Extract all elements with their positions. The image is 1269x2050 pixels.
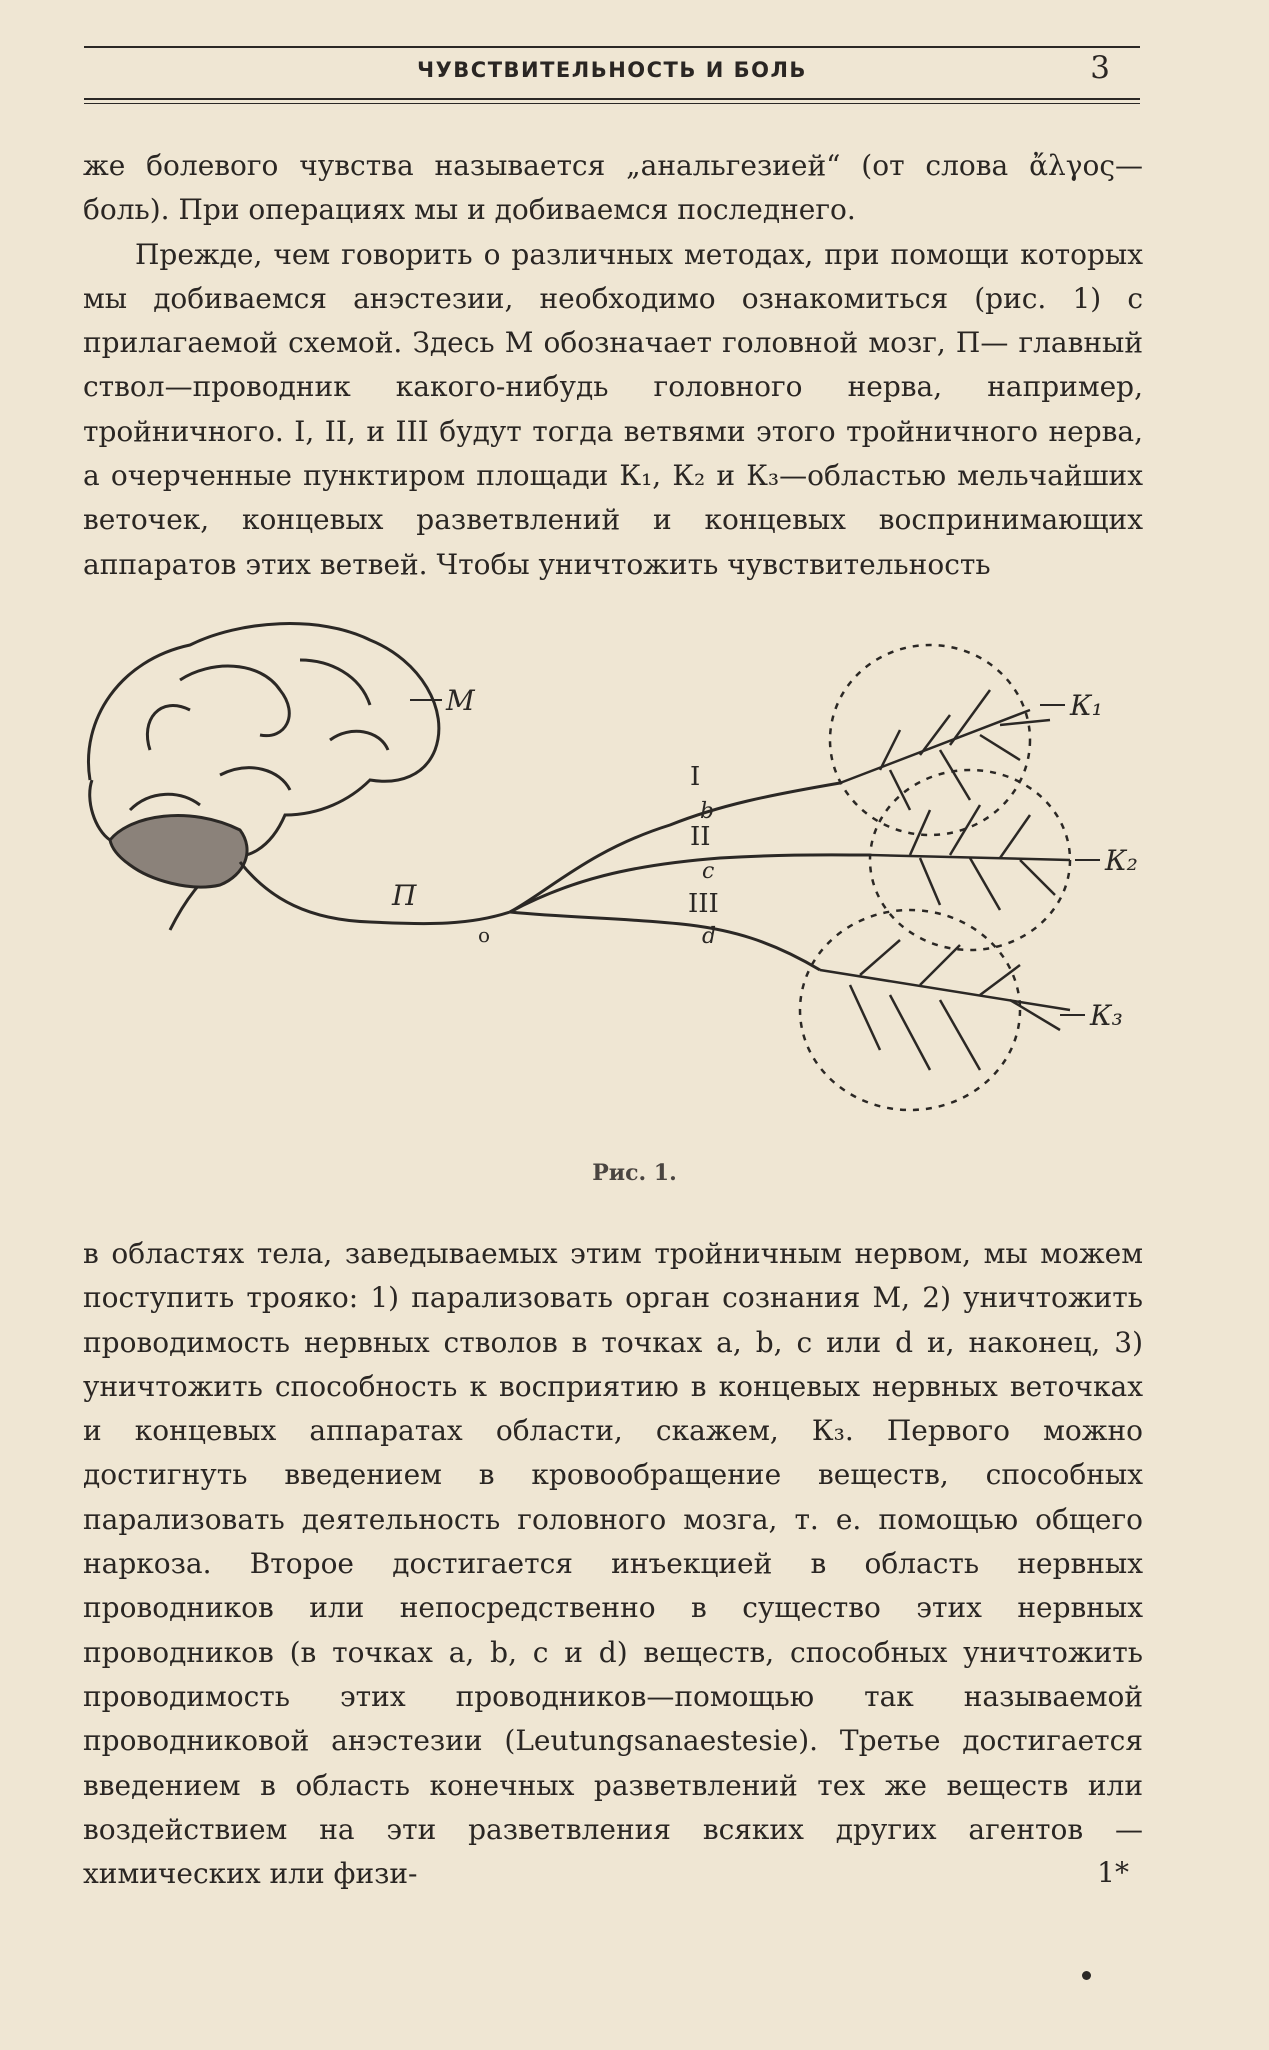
area-k3-outline: [800, 910, 1020, 1110]
paragraph-1: же болевого чувства называется „анальгезией“ (от слова ἄλγος— боль). При операциях мы и добиваемся последнего.: [83, 149, 1143, 227]
running-title: ЧУВСТВИТЕЛЬНОСТЬ И БОЛЬ: [417, 58, 807, 82]
branch-tree-1: [840, 690, 1050, 810]
label-point-c: c: [702, 859, 715, 884]
figure-1: [70, 600, 1160, 1160]
header-rule-bottom: [84, 98, 1140, 100]
label-point-d: d: [702, 924, 717, 949]
signature-mark: 1*: [1097, 1856, 1129, 1889]
top-text: [83, 144, 1143, 587]
cerebellum: [110, 816, 247, 888]
branch-tree-2: [870, 805, 1070, 910]
label-origin: о: [478, 923, 491, 947]
brain-label: М: [446, 684, 475, 717]
figure-caption: Рис. 1.: [592, 1160, 677, 1186]
branch-tree-3: [820, 940, 1070, 1070]
label-branch-3: III: [688, 889, 719, 919]
bottom-text: [83, 1232, 1143, 1896]
paragraph-3: в областях тела, заведываемых этим тройничным нервом, мы можем поступить трояко: 1) парализовать орган сознания М, 2) уничтожить проводимость нервных стволов в точках a, b, c или d и, наконец, 3) уничтожить способность к восприятию в концевых нервных веточках и концевых аппаратах области, скажем, К₃. Первого можно достигнуть введением в кровообращение веществ, способных парализовать деятельность головного мозга, т. е. помощью общего наркоза. Второе достигается инъекцией в область нервных проводников или непосредственно в существо этих нервных проводников (в точках a, b, c и d) веществ, способных уничтожить проводимость этих проводников—помощью так называемой проводниковой анэстезии (Leutungsanaestesie). Третье достигается введением в область конечных разветвлений тех же веществ или воздействием на эти разветвления всяких других агентов — химических или физи-: [83, 1237, 1143, 1891]
page-header: [84, 50, 1140, 94]
paragraph-2: Прежде, чем говорить о различных методах, при помощи которых мы добиваемся анэстезии, необходимо ознакомиться (рис. 1) с прилагаемой схемой. Здесь М обозначает головной мозг, П— главный ствол—проводник какого-нибудь головного нерва, например, тройничного. I, II, и III будут тогда ветвями этого тройничного нерва, а очерченные пунктиром площади К₁, К₂ и К₃—областью мельчайших веточек, концевых разветвлений и концевых воспринимающих аппаратов этих ветвей. Чтобы уничтожить чувствительность: [83, 237, 1143, 581]
page-number: 3: [1090, 50, 1110, 86]
header-rule-bottom-thin: [84, 103, 1140, 104]
label-branch-2: II: [690, 822, 711, 852]
dotted-areas: [800, 645, 1070, 1110]
header-rule-top: [84, 46, 1140, 48]
ink-speck: [1082, 1971, 1091, 1980]
label-k1: К₁: [1070, 689, 1103, 722]
brain-drawing: [88, 624, 438, 930]
label-trunk: П: [392, 879, 417, 912]
label-k2: К₂: [1105, 844, 1138, 877]
label-branch-1: I: [690, 762, 701, 792]
label-point-b: b: [700, 799, 715, 824]
nerve-diagram: [70, 600, 1160, 1160]
label-k3: К₃: [1090, 999, 1123, 1032]
nerve-lines: [240, 783, 870, 970]
